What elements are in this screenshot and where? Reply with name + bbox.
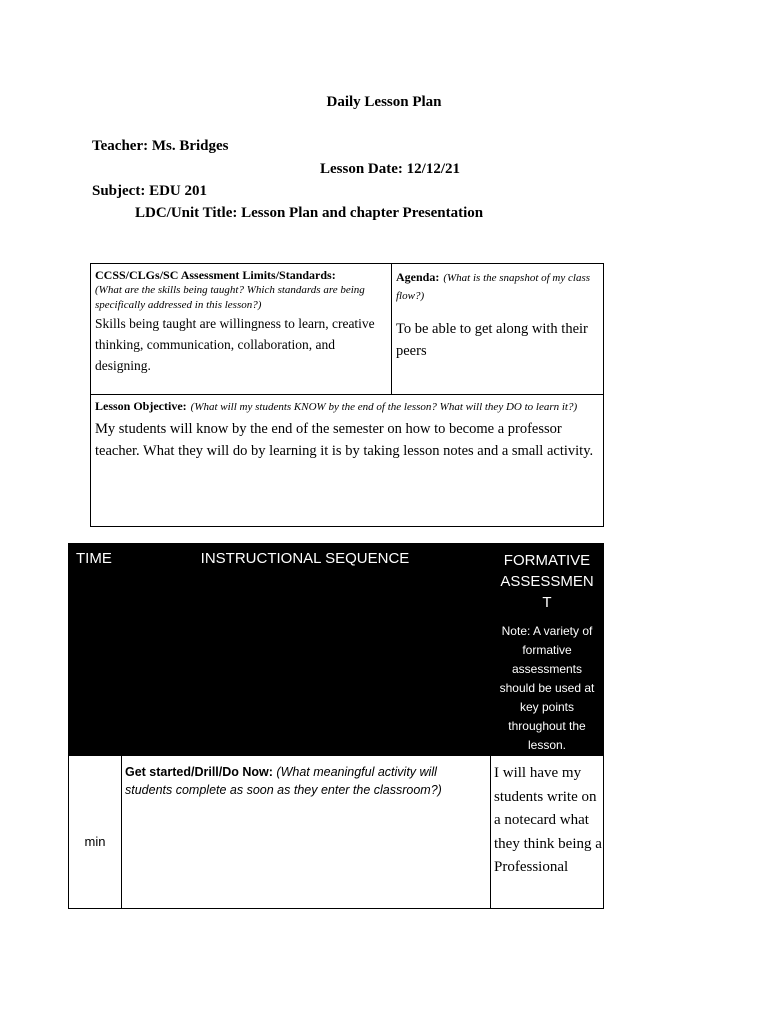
agenda-text: To be able to get along with their peers xyxy=(396,321,588,359)
subject-line: Subject: EDU 201 xyxy=(92,183,207,199)
objective-cell xyxy=(95,398,601,462)
col-header-formative-line2: ASSESSMEN xyxy=(500,573,594,590)
unit-title-line: LDC/Unit Title: Lesson Plan and chapter Presentation xyxy=(135,205,484,221)
instructional-sequence-table xyxy=(68,543,604,909)
agenda-label: Agenda: xyxy=(396,270,440,284)
get-started-label: Get started/Drill/Do Now: xyxy=(125,765,273,779)
table-divider-vertical xyxy=(391,264,392,394)
standards-agenda-objective-table xyxy=(90,263,604,527)
agenda-cell xyxy=(396,268,600,362)
standards-note: (What are the skills being taught? Which standards are being specifically addressed in this lesson?) xyxy=(95,284,365,311)
standards-text: Skills being taught are willingness to learn, creative thinking, communication, collaboration, and designing. xyxy=(95,316,375,373)
col-header-sequence: INSTRUCTIONAL SEQUENCE xyxy=(200,550,410,567)
get-started-note: (What meaningful activity will students complete as soon as they enter the classroom?) xyxy=(125,765,442,797)
row-divider-time xyxy=(121,756,122,908)
standards-label: CCSS/CLGs/SC Assessment Limits/Standards: xyxy=(95,268,336,282)
col-header-formative-line1: FORMATIVE xyxy=(503,552,591,569)
table-divider-horizontal xyxy=(91,394,603,395)
formative-note: Note: A variety of formative assessments should be used at key points throughout the lesson. xyxy=(499,624,595,752)
row-time-cell: min xyxy=(84,834,106,849)
col-header-formative xyxy=(490,550,604,613)
agenda-note: (What is the snapshot of my class flow?) xyxy=(396,272,591,302)
document-title: Daily Lesson Plan xyxy=(326,94,442,110)
col-header-time: TIME xyxy=(76,550,112,567)
lesson-date-line: Lesson Date: 12/12/21 xyxy=(320,161,460,177)
row-divider-formative xyxy=(490,756,491,908)
objective-label: Lesson Objective: xyxy=(95,399,187,413)
standards-cell xyxy=(95,268,387,376)
objective-text: My students will know by the end of the semester on how to become a professor teacher. What they will do by learning it is by taking lesson notes and a small activity. xyxy=(95,421,594,459)
formative-assessment-text: I will have my students write on a notecard what they think being a Professional xyxy=(494,765,602,875)
objective-note: (What will my students KNOW by the end of the lesson? What will they DO to learn it?) xyxy=(190,401,578,413)
col-header-formative-line3: T xyxy=(542,594,552,611)
get-started-cell xyxy=(125,763,487,799)
teacher-line: Teacher: Ms. Bridges xyxy=(92,138,229,154)
